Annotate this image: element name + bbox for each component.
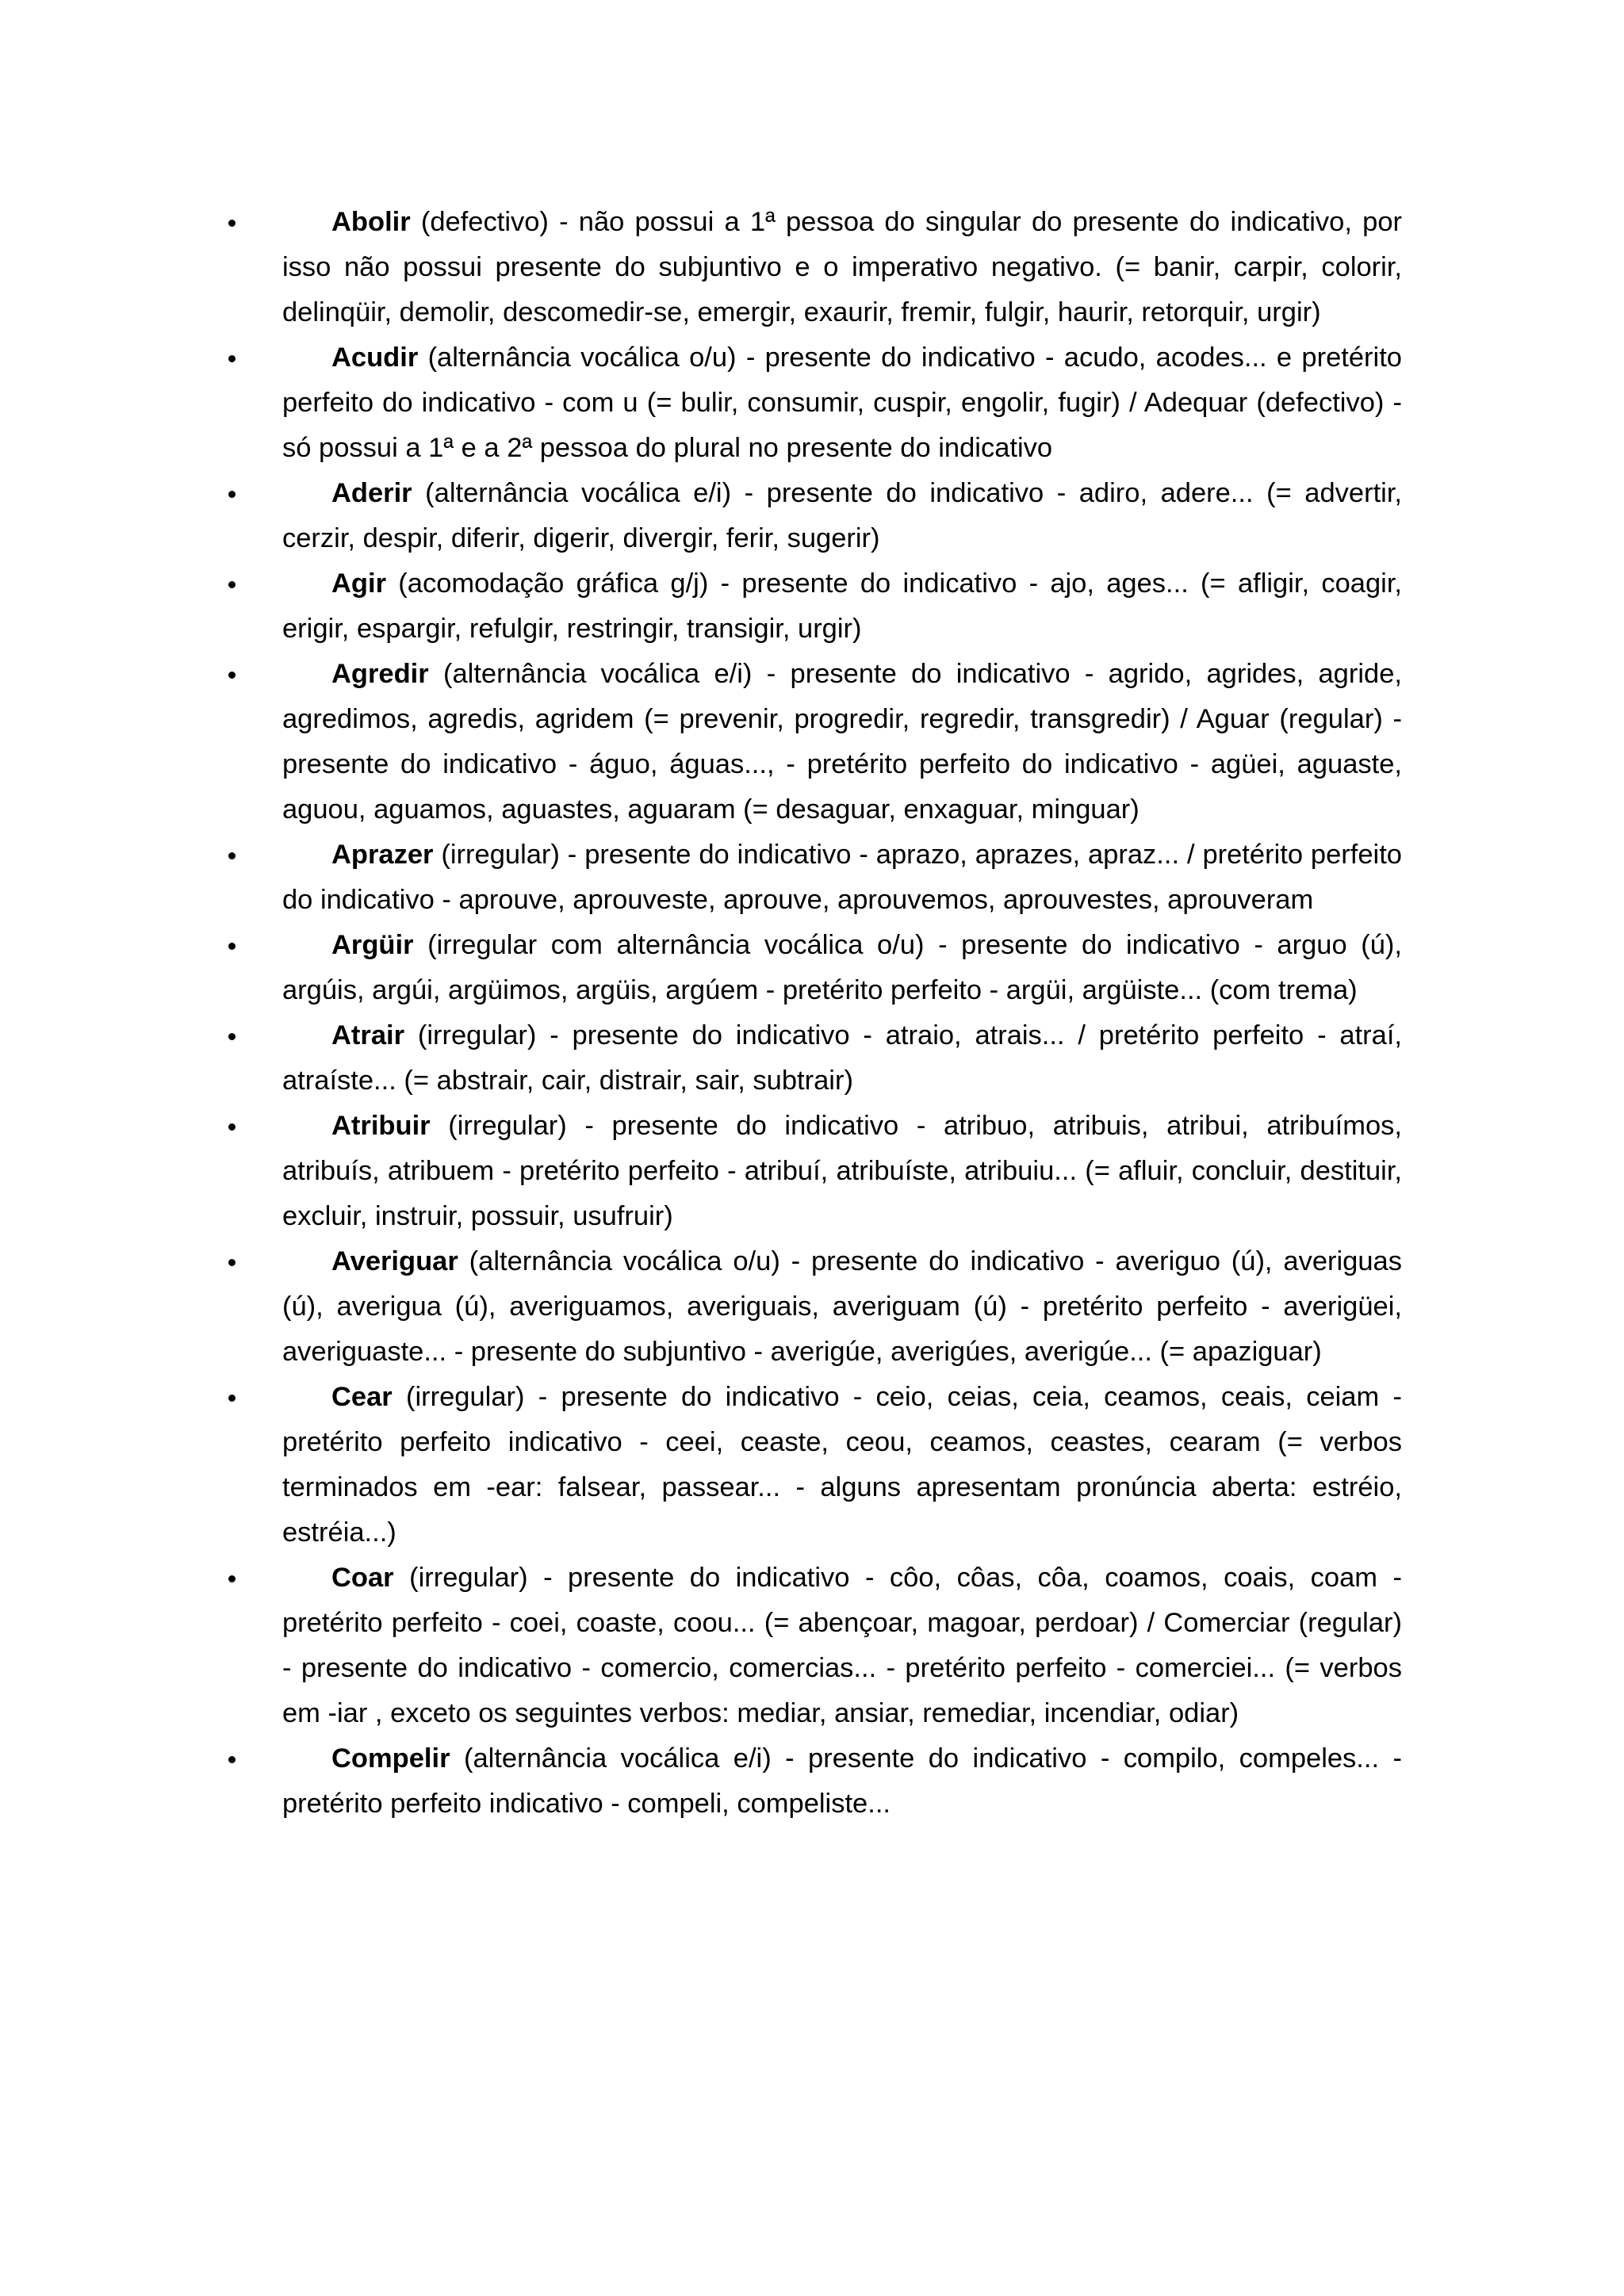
bullet-icon	[228, 1756, 236, 1763]
verb-name: Agir	[331, 568, 386, 599]
verb-name: Atrair	[331, 1020, 405, 1050]
list-item	[282, 1013, 1402, 1104]
verb-name: Aprazer	[331, 840, 434, 870]
bullet-icon	[228, 1395, 236, 1402]
verb-description: (irregular) - presente do indicativo - ceio, ceias, ceia, ceamos, ceais, ceiam - pretérito perfeito indicativo - ceei, ceaste, ceou, ceamos, ceastes, cearam (= verbos terminados em -ear: falsear, passear... - alguns apresentam pronúncia aberta: estréio, estréia...)	[282, 1382, 1402, 1548]
bullet-icon	[228, 943, 236, 950]
bullet-icon	[228, 491, 236, 498]
list-item	[282, 832, 1402, 923]
verb-description: (alternância vocálica o/u) - presente do indicativo - averiguo (ú), averiguas (ú), averigua (ú), averiguamos, averiguais, averiguam (ú) - pretérito perfeito - averigüei, averiguaste... - presente do subjuntivo - averigúe, averigúes, averigúe... (= apaziguar)	[282, 1246, 1402, 1367]
bullet-icon	[228, 220, 236, 227]
verb-description: (irregular) - presente do indicativo - atraio, atrais... / pretérito perfeito - atraí, atraíste... (= abstrair, cair, distrair, sair, subtrair)	[282, 1020, 1402, 1096]
list-item	[282, 1556, 1402, 1736]
verb-name: Cear	[331, 1382, 393, 1412]
verb-list	[282, 200, 1402, 1827]
list-item	[282, 1375, 1402, 1556]
verb-name: Acudir	[331, 342, 419, 373]
bullet-icon	[228, 1259, 236, 1266]
verb-description: (alternância vocálica e/i) - presente do indicativo - compilo, compeles... - pretérito perfeito indicativo - compeli, compeliste...	[282, 1743, 1402, 1819]
list-item	[282, 335, 1402, 471]
list-item	[282, 471, 1402, 561]
verb-description: (irregular) - presente do indicativo - côo, côas, côa, coamos, coais, coam - pretérito perfeito - coei, coaste, coou... (= abençoar, magoar, perdoar) / Comerciar (regular) - presente do indicativo - comercio, comercias... - pretérito perfeito - comerciei... (= verbos em -iar , exceto os seguintes verbos: mediar, ansiar, remediar, incendiar, odiar)	[282, 1563, 1402, 1728]
bullet-icon	[228, 852, 236, 859]
verb-description: (defectivo) - não possui a 1ª pessoa do singular do presente do indicativo, por isso não possui presente do subjuntivo e o imperativo negativo. (= banir, carpir, colorir, delinqüir, demolir, descomedir-se, emergir, exaurir, fremir, fulgir, haurir, retorquir, urgir)	[282, 207, 1402, 327]
bullet-icon	[228, 1033, 236, 1040]
verb-description: (acomodação gráfica g/j) - presente do indicativo - ajo, ages... (= afligir, coagir, erigir, espargir, refulgir, restringir, transigir, urgir)	[282, 568, 1402, 644]
list-item	[282, 1104, 1402, 1239]
verb-name: Aderir	[331, 478, 412, 508]
verb-name: Averiguar	[331, 1246, 458, 1276]
verb-name: Compelir	[331, 1743, 450, 1774]
bullet-icon	[228, 1123, 236, 1131]
verb-name: Coar	[331, 1563, 394, 1593]
verb-description: (irregular) - presente do indicativo - aprazo, aprazes, apraz... / pretérito perfeito do indicativo - aprouve, aprouveste, aprouve, aprouvemos, aprouvestes, aprouveram	[282, 840, 1402, 915]
verb-description: (irregular) - presente do indicativo - atribuo, atribuis, atribui, atribuímos, atribuís, atribuem - pretérito perfeito - atribuí, atribuíste, atribuiu... (= afluir, concluir, destituir, excluir, instruir, possuir, usufruir)	[282, 1111, 1402, 1231]
verb-name: Atribuir	[331, 1111, 431, 1141]
verb-description: (alternância vocálica e/i) - presente do indicativo - agrido, agrides, agride, agredimos, agredis, agridem (= prevenir, progredir, regredir, transgredir) / Aguar (regular) - presente do indicativo - águo, águas..., - pretérito perfeito do indicativo - agüei, aguaste, aguou, aguamos, aguastes, aguaram (= desaguar, enxaguar, minguar)	[282, 659, 1402, 825]
verb-name: Abolir	[331, 207, 411, 237]
bullet-icon	[228, 355, 236, 362]
list-item	[282, 1239, 1402, 1375]
verb-description: (alternância vocálica e/i) - presente do indicativo - adiro, adere... (= advertir, cerzir, despir, diferir, digerir, divergir, ferir, sugerir)	[282, 478, 1402, 553]
verb-name: Agredir	[331, 659, 429, 689]
list-item	[282, 1736, 1402, 1827]
list-item	[282, 652, 1402, 832]
list-item	[282, 200, 1402, 335]
list-item	[282, 561, 1402, 652]
list-item	[282, 923, 1402, 1013]
bullet-icon	[228, 581, 236, 588]
bullet-icon	[228, 1575, 236, 1582]
verb-description: (irregular com alternância vocálica o/u) - presente do indicativo - arguo (ú), argúis, argúi, argüimos, argüis, argúem - pretérito perfeito - argüi, argüiste... (com trema)	[282, 930, 1402, 1005]
verb-name: Argüir	[331, 930, 414, 960]
verb-description: (alternância vocálica o/u) - presente do indicativo - acudo, acodes... e pretérito perfeito do indicativo - com u (= bulir, consumir, cuspir, engolir, fugir) / Adequar (defectivo) - só possui a 1ª e a 2ª pessoa do plural no presente do indicativo	[282, 342, 1402, 463]
bullet-icon	[228, 672, 236, 679]
